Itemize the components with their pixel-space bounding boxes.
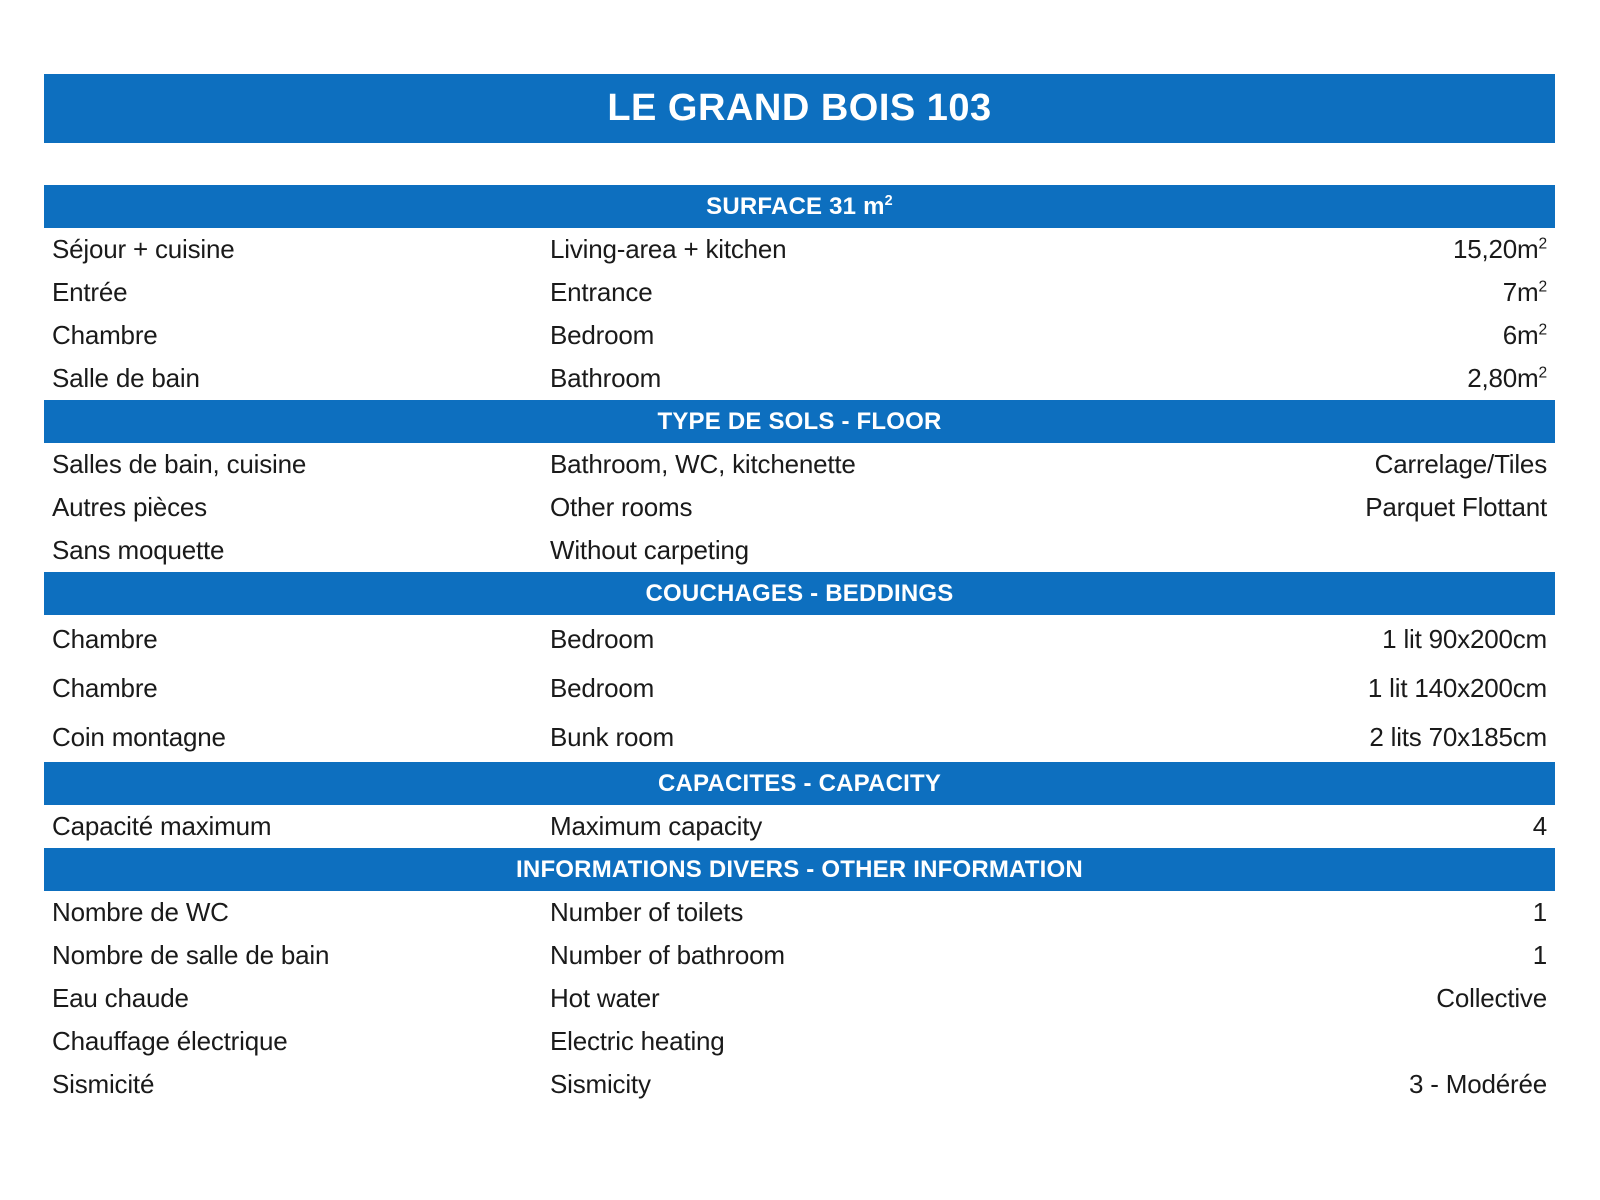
section-header-label: TYPE DE SOLS - FLOOR: [657, 407, 942, 435]
row-value: 1 lit 140x200cm: [1367, 673, 1547, 703]
label-fr: Chambre: [52, 624, 158, 654]
table-row: [44, 1020, 1555, 1063]
label-fr: Chambre: [52, 320, 158, 350]
value-superscript: 2: [1538, 364, 1547, 382]
label-en: Electric heating: [550, 1026, 725, 1056]
label-fr: Nombre de salle de bain: [52, 940, 330, 970]
title-banner: [44, 74, 1555, 143]
value-superscript: 2: [1538, 235, 1547, 253]
table-row: [44, 443, 1555, 486]
label-en: Bathroom: [550, 363, 662, 393]
section-header-label: SURFACE 31 $m^2$: [706, 192, 893, 220]
title-gap: [44, 143, 1555, 185]
table-row: [44, 891, 1555, 934]
value-superscript: 2: [1538, 321, 1547, 339]
row-value: $6m^2$: [1502, 320, 1547, 350]
label-fr: Sismicité: [52, 1069, 155, 1099]
label-fr: Chambre: [52, 673, 158, 703]
label-fr: Salles de bain, cuisine: [52, 449, 307, 479]
label-en: Number of bathroom: [550, 940, 785, 970]
label-en: Sismicity: [550, 1069, 651, 1099]
label-en: Other rooms: [550, 492, 693, 522]
row-value: $2,80m^2$: [1467, 363, 1547, 393]
section-beddings: [44, 572, 1555, 762]
label-en: Hot water: [550, 983, 660, 1013]
label-en: Without carpeting: [550, 535, 749, 565]
label-en: Maximum capacity: [550, 811, 763, 841]
label-fr: Eau chaude: [52, 983, 189, 1013]
table-row: [44, 1063, 1555, 1106]
property-sheet: [44, 74, 1555, 1106]
row-value: Parquet Flottant: [1365, 492, 1547, 522]
value-superscript: 2: [1538, 278, 1547, 296]
section-header-other-info: [44, 848, 1555, 891]
row-value: 3 - Modérée: [1409, 1069, 1547, 1099]
header-superscript: 2: [884, 192, 893, 209]
section-other-info: [44, 848, 1555, 1106]
label-en: Bunk room: [550, 722, 674, 752]
row-value: 1 lit 90x200cm: [1382, 624, 1547, 654]
row-value: 2 lits 70x185cm: [1369, 722, 1547, 752]
section-header-floors: [44, 400, 1555, 443]
section-header-surface: [44, 185, 1555, 228]
label-fr: Salle de bain: [52, 363, 200, 393]
row-value: Collective: [1436, 983, 1547, 1013]
table-row: [44, 357, 1555, 400]
label-en: Bedroom: [550, 673, 655, 703]
label-en: Entrance: [550, 277, 653, 307]
row-value: 1: [1532, 897, 1547, 927]
label-fr: Chauffage électrique: [52, 1026, 288, 1056]
table-row: [44, 934, 1555, 977]
table-row: [44, 228, 1555, 271]
row-value: 1: [1532, 940, 1547, 970]
row-value: Carrelage/Tiles: [1374, 449, 1547, 479]
table-row: [44, 977, 1555, 1020]
label-en: Bedroom: [550, 320, 655, 350]
section-header-label: INFORMATIONS DIVERS - OTHER INFORMATION: [516, 855, 1083, 883]
label-en: Bedroom: [550, 624, 655, 654]
section-header-beddings: [44, 572, 1555, 615]
table-row: [44, 615, 1555, 664]
table-row: [44, 271, 1555, 314]
label-en: Living-area + kitchen: [550, 234, 787, 264]
label-fr: Séjour + cuisine: [52, 234, 235, 264]
table-row: [44, 486, 1555, 529]
label-fr: Nombre de WC: [52, 897, 229, 927]
section-floors: [44, 400, 1555, 572]
page-title: LE GRAND BOIS 103: [607, 87, 992, 129]
section-header-label: CAPACITES - CAPACITY: [657, 769, 942, 797]
label-fr: Entrée: [52, 277, 128, 307]
label-fr: Coin montagne: [52, 722, 226, 752]
table-row: [44, 664, 1555, 713]
row-value: 4: [1532, 811, 1547, 841]
table-row: [44, 314, 1555, 357]
table-row: [44, 713, 1555, 762]
table-row: [44, 529, 1555, 572]
section-surface: [44, 185, 1555, 400]
label-en: Number of toilets: [550, 897, 744, 927]
label-en: Bathroom, WC, kitchenette: [550, 449, 856, 479]
section-header-label: COUCHAGES - BEDDINGS: [645, 579, 954, 607]
section-header-capacity: [44, 762, 1555, 805]
section-capacity: [44, 762, 1555, 848]
label-fr: Autres pièces: [52, 492, 207, 522]
label-fr: Capacité maximum: [52, 811, 272, 841]
table-row: [44, 805, 1555, 848]
row-value: $15,20m^2$: [1452, 234, 1547, 264]
label-fr: Sans moquette: [52, 535, 225, 565]
row-value: $7m^2$: [1502, 277, 1547, 307]
